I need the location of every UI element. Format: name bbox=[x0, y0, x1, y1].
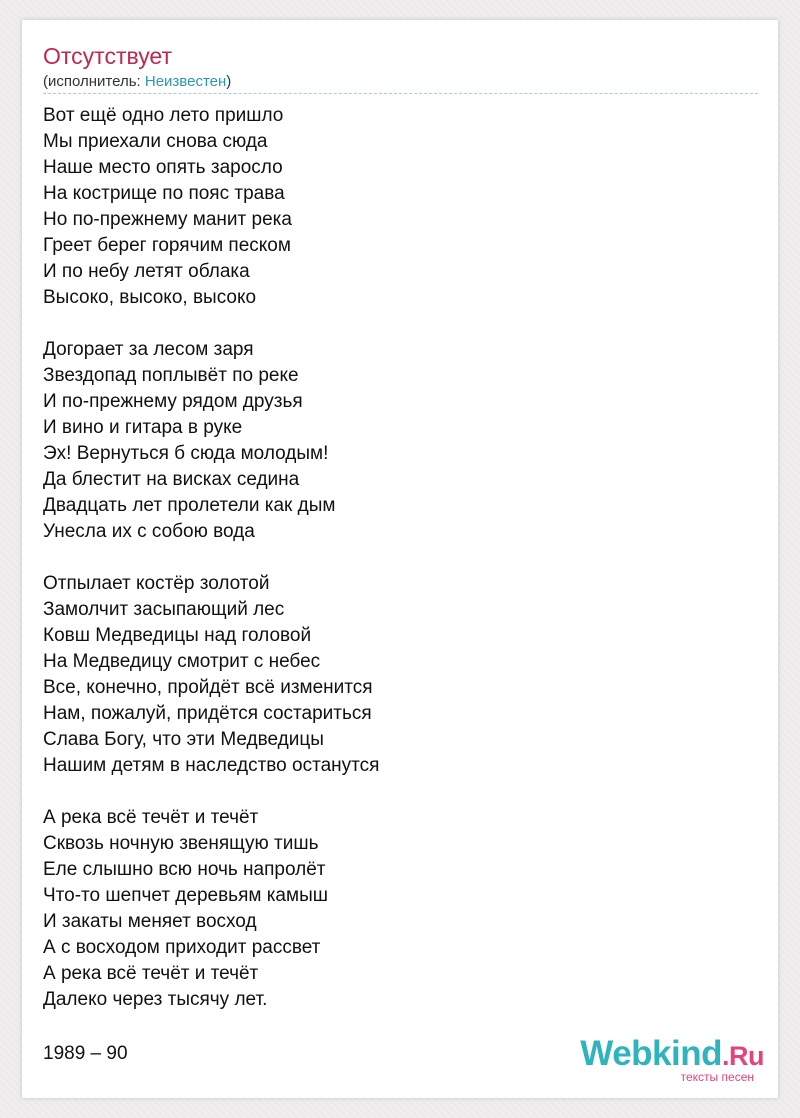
lyric-line: Все, конечно, пройдёт всё изменится bbox=[43, 677, 373, 698]
song-title: Отсутствует bbox=[43, 43, 172, 69]
lyric-line: Звездопад поплывёт по реке bbox=[43, 365, 299, 386]
lyric-line: А река всё течёт и течёт bbox=[43, 807, 259, 828]
performer-suffix: ) bbox=[226, 73, 232, 90]
lyric-line: Ковш Медведицы над головой bbox=[43, 625, 312, 646]
stanza bbox=[43, 805, 743, 1013]
stanza bbox=[43, 337, 743, 545]
lyric-line: И по небу летят облака bbox=[43, 261, 250, 282]
lyric-line: Сквозь ночную звенящую тишь bbox=[43, 833, 319, 854]
lyric-line: Наше место опять заросло bbox=[43, 157, 283, 178]
lyric-line: Высоко, высоко, высоко bbox=[43, 287, 257, 308]
lyric-line: Отпылает костёр золотой bbox=[43, 573, 270, 594]
lyric-line: А с восходом приходит рассвет bbox=[43, 937, 321, 958]
lyric-line: Слава Богу, что эти Медведицы bbox=[43, 729, 324, 750]
lyric-line: Греет берег горячим песком bbox=[43, 235, 291, 256]
lyric-line: Но по-прежнему манит река bbox=[43, 209, 292, 230]
lyric-line: И закаты меняет восход bbox=[43, 911, 257, 932]
lyric-line: Унесла их с собою вода bbox=[43, 521, 255, 542]
lyric-line: Что-то шепчет деревьям камыш bbox=[43, 885, 328, 906]
performer-prefix: (исполнитель: bbox=[43, 73, 145, 90]
lyric-line: А река всё течёт и течёт bbox=[43, 963, 259, 984]
lyric-line: Нам, пожалуй, придётся состариться bbox=[43, 703, 372, 724]
date-line: 1989 – 90 bbox=[43, 1043, 128, 1064]
lyric-line: Нашим детям в наследство останутся bbox=[43, 755, 380, 776]
lyric-line: Мы приехали снова сюда bbox=[43, 131, 268, 152]
lyrics-body bbox=[43, 103, 743, 1039]
lyric-line: Еле слышно всю ночь напролёт bbox=[43, 859, 326, 880]
performer-link[interactable]: Неизвестен bbox=[144, 73, 227, 90]
lyric-line: И вино и гитара в руке bbox=[43, 417, 243, 438]
logo-tagline: тексты песен bbox=[680, 1070, 754, 1084]
stanza bbox=[43, 103, 743, 311]
lyric-line: Эх! Вернуться б сюда молодым! bbox=[43, 443, 329, 464]
lyrics-sheet bbox=[22, 20, 778, 1098]
title-divider bbox=[43, 93, 758, 94]
lyric-line: Догорает за лесом заря bbox=[43, 339, 254, 360]
lyric-line: Двадцать лет пролетели как дым bbox=[43, 495, 336, 516]
performer-line bbox=[43, 72, 231, 92]
lyric-line: Далеко через тысячу лет. bbox=[43, 989, 268, 1010]
stanza bbox=[43, 571, 743, 779]
lyric-line: На кострище по пояс трава bbox=[43, 183, 285, 204]
lyric-line: И по-прежнему рядом друзья bbox=[43, 391, 303, 412]
lyric-line: Вот ещё одно лето пришло bbox=[43, 105, 284, 126]
lyric-line: Да блестит на висках седина bbox=[43, 469, 300, 490]
logo-word: Webkind bbox=[580, 1034, 722, 1073]
logo-tld: .Ru bbox=[722, 1041, 764, 1071]
site-logo[interactable] bbox=[572, 1034, 772, 1084]
lyric-line: На Медведицу смотрит с небес bbox=[43, 651, 321, 672]
lyric-line: Замолчит засыпающий лес bbox=[43, 599, 285, 620]
